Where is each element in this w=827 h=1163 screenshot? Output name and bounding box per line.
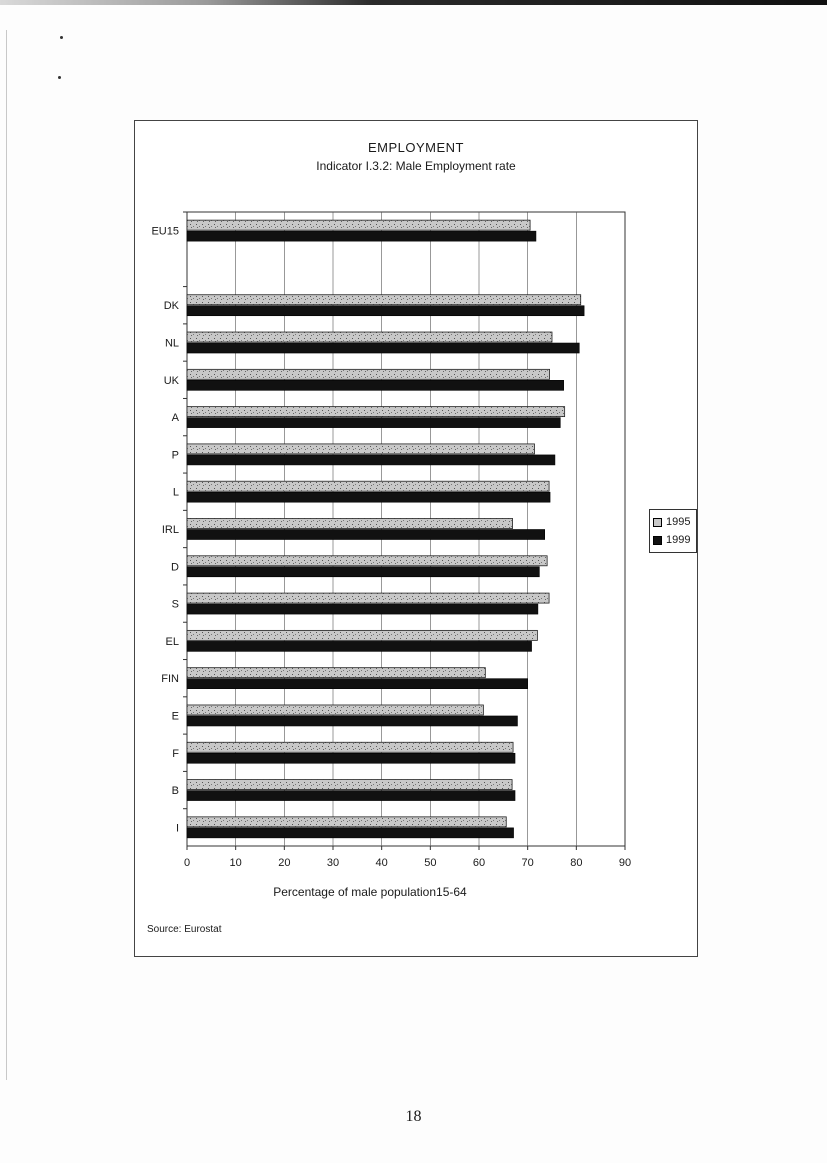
- x-tick-label: 40: [375, 857, 388, 869]
- bar-1995: [187, 481, 549, 491]
- bar-1995: [187, 630, 537, 640]
- bar-1995: [187, 556, 547, 566]
- bar-1999: [187, 716, 517, 726]
- chart-subtitle: Indicator I.3.2: Male Employment rate: [316, 159, 516, 173]
- legend-label-1995: 1995: [666, 516, 691, 528]
- scan-edge-left: [6, 30, 7, 1080]
- x-axis-label: Percentage of male population15-64: [273, 885, 467, 899]
- scan-speck: [60, 36, 63, 39]
- y-tick-label: F: [172, 747, 179, 760]
- x-tick-label: 10: [229, 857, 242, 869]
- y-tick-label: UK: [163, 374, 179, 387]
- y-tick-label: S: [171, 598, 179, 611]
- legend-swatch-1995: [653, 518, 662, 527]
- bar-1999: [187, 492, 550, 502]
- y-tick-label: P: [171, 449, 179, 462]
- page-number: 18: [405, 1108, 422, 1125]
- x-tick-label: 70: [521, 857, 534, 869]
- scan-edge-top: [0, 0, 827, 5]
- bar-1999: [187, 641, 532, 651]
- chart-legend: [649, 509, 697, 553]
- chart-frame: [134, 120, 698, 957]
- bar-1995: [187, 705, 483, 715]
- bar-1995: [187, 668, 485, 678]
- y-tick-label: D: [171, 561, 179, 574]
- x-tick-label: 30: [326, 857, 340, 869]
- y-tick-label: B: [171, 785, 179, 798]
- legend-label-1999: 1999: [666, 534, 691, 546]
- y-tick-label: L: [172, 486, 179, 499]
- bar-1995: [187, 742, 513, 752]
- x-tick-label: 60: [472, 857, 486, 869]
- y-tick-label: NL: [164, 337, 179, 350]
- x-tick-label: 0: [183, 857, 191, 869]
- legend-item-1999: [653, 533, 690, 547]
- legend-swatch-1999: [653, 536, 662, 545]
- bar-1999: [187, 380, 564, 390]
- y-tick-label: IRL: [161, 524, 179, 536]
- bar-1999: [187, 530, 545, 540]
- y-tick-label: EU15: [151, 225, 179, 238]
- bar-1995: [187, 220, 530, 230]
- bar-1999: [187, 753, 515, 763]
- bar-1999: [187, 306, 584, 316]
- bar-1995: [187, 444, 534, 454]
- y-tick-label: E: [171, 710, 179, 723]
- bar-1995: [187, 295, 581, 305]
- y-tick-label: A: [171, 412, 179, 425]
- bar-1999: [187, 567, 539, 577]
- bar-1999: [187, 231, 536, 241]
- bar-1999: [187, 828, 514, 838]
- bar-1999: [187, 791, 515, 801]
- bar-1999: [187, 679, 528, 689]
- bar-1995: [187, 332, 552, 342]
- bar-1995: [187, 780, 512, 790]
- x-tick-label: 50: [424, 857, 437, 869]
- scan-speck: [58, 76, 61, 79]
- y-tick-label: I: [175, 822, 179, 835]
- chart-title: EMPLOYMENT: [367, 140, 464, 155]
- bar-1995: [187, 817, 506, 827]
- x-tick-label: 80: [570, 857, 583, 869]
- bar-1999: [187, 418, 560, 428]
- y-tick-label: EL: [165, 635, 179, 648]
- bar-1999: [187, 455, 555, 465]
- bar-chart: [135, 121, 697, 956]
- source-note: Source: Eurostat: [147, 924, 222, 935]
- bar-1995: [187, 369, 550, 379]
- bar-1995: [187, 407, 565, 417]
- bar-1999: [187, 343, 579, 353]
- legend-item-1995: [653, 515, 690, 529]
- y-tick-label: DK: [163, 300, 179, 313]
- x-tick-label: 90: [618, 857, 632, 869]
- bar-1995: [187, 593, 549, 603]
- bar-1995: [187, 519, 513, 529]
- x-tick-label: 20: [278, 857, 291, 869]
- y-tick-label: FIN: [161, 673, 179, 686]
- bar-1999: [187, 604, 538, 614]
